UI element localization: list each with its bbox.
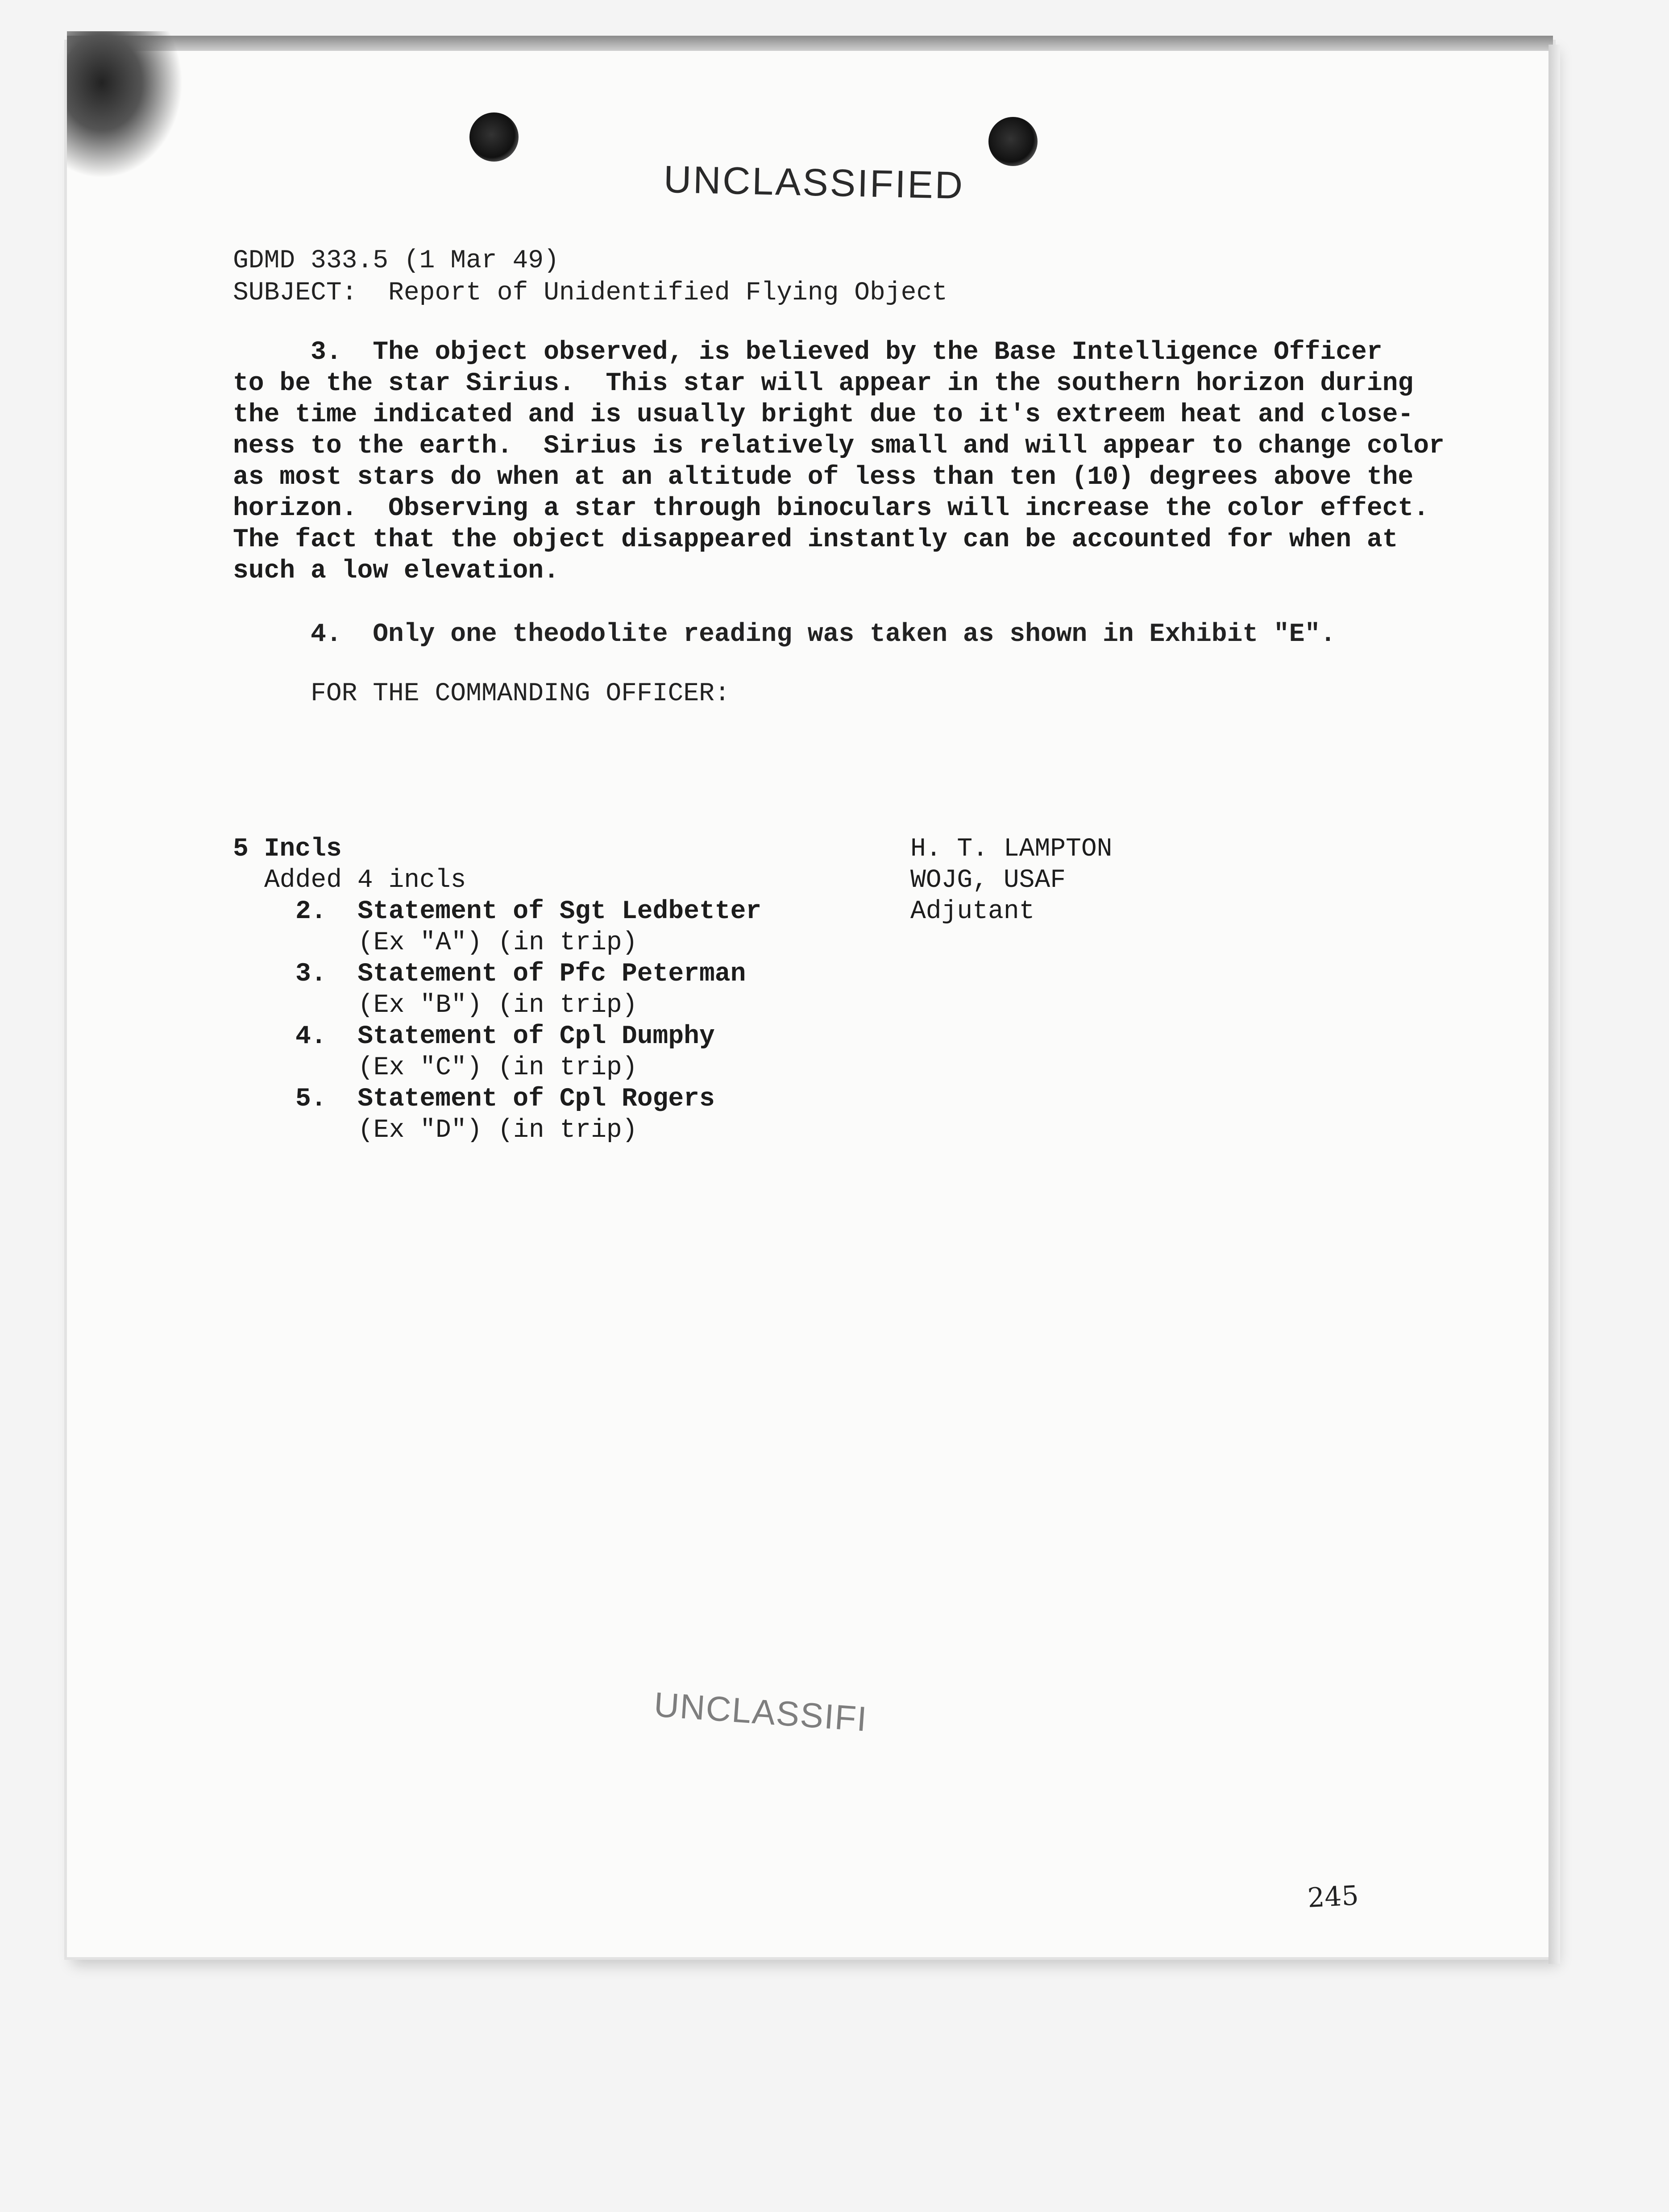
scan-right-edge: [1549, 45, 1560, 1964]
inclosure-item: [233, 959, 1482, 1021]
subject-line: SUBJECT: Report of Unidentified Flying Object: [233, 279, 948, 308]
classification-stamp-top: UNCLASSIFIED: [663, 158, 965, 208]
paragraph-line: to be the star Sirius. This star will appear in the southern horizon during: [233, 369, 1414, 398]
punch-hole-left: [469, 112, 519, 162]
inclosure-number: 2.: [295, 897, 327, 926]
inclosure-number: 4.: [295, 1022, 327, 1051]
paragraph-4: 4. Only one theodolite reading was taken as shown in Exhibit "E".: [233, 620, 1336, 649]
inclosure-text: Statement of Sgt Ledbetter: [357, 897, 762, 926]
inclosure-text: Statement of Pfc Peterman: [357, 960, 746, 989]
paragraph-line: the time indicated and is usually bright due to it's extreem heat and close-: [233, 400, 1414, 429]
paragraph-line: as most stars do when at an altitude of less than ten (10) degrees above the: [233, 463, 1414, 492]
inclosure-number: 3.: [295, 960, 327, 989]
signer-rank: WOJG, USAF: [910, 866, 1066, 895]
inclosure-text: Statement of Cpl Rogers: [357, 1085, 715, 1114]
paragraph-line: ness to the earth. Sirius is relatively small and will appear to change color: [233, 432, 1445, 461]
inclosure-exhibit: (Ex "D") (in trip): [358, 1116, 638, 1145]
signature-block: [910, 834, 1312, 927]
inclosure-exhibit: (Ex "C") (in trip): [358, 1053, 638, 1082]
inclosure-text: Statement of Cpl Dumphy: [357, 1022, 715, 1051]
inclosure-item: [233, 1021, 1482, 1084]
paragraph-line: The fact that the object disappeared instantly can be accounted for when at: [233, 525, 1398, 554]
paragraph-line: horizon. Observing a star through binoculars will increase the color effect.: [233, 494, 1429, 523]
scan-top-edge: [67, 36, 1553, 51]
inclosure-count: 5 Incls: [233, 835, 342, 864]
page-number: 245: [1307, 1880, 1360, 1914]
paragraph-line: such a low elevation.: [233, 557, 559, 586]
file-reference: GDMD 333.5 (1 Mar 49): [233, 246, 559, 275]
paragraph-3: [233, 337, 1482, 587]
punch-hole-right: [988, 117, 1038, 166]
inclosure-number: 5.: [295, 1085, 327, 1114]
inclosure-item: [233, 1084, 1482, 1146]
signer-title: Adjutant: [910, 897, 1035, 926]
inclosure-exhibit: (Ex "B") (in trip): [358, 991, 638, 1020]
paragraph-line: 3. The object observed, is believed by the Base Intelligence Officer: [233, 338, 1383, 367]
closing-line: FOR THE COMMANDING OFFICER:: [233, 679, 730, 708]
inclosure-added: Added 4 incls: [264, 866, 466, 895]
classification-stamp-bottom: UNCLASSIFI: [652, 1684, 869, 1739]
inclosure-exhibit: (Ex "A") (in trip): [358, 928, 638, 957]
signer-name: H. T. LAMPTON: [910, 835, 1113, 864]
scan-smudge: [67, 31, 183, 179]
